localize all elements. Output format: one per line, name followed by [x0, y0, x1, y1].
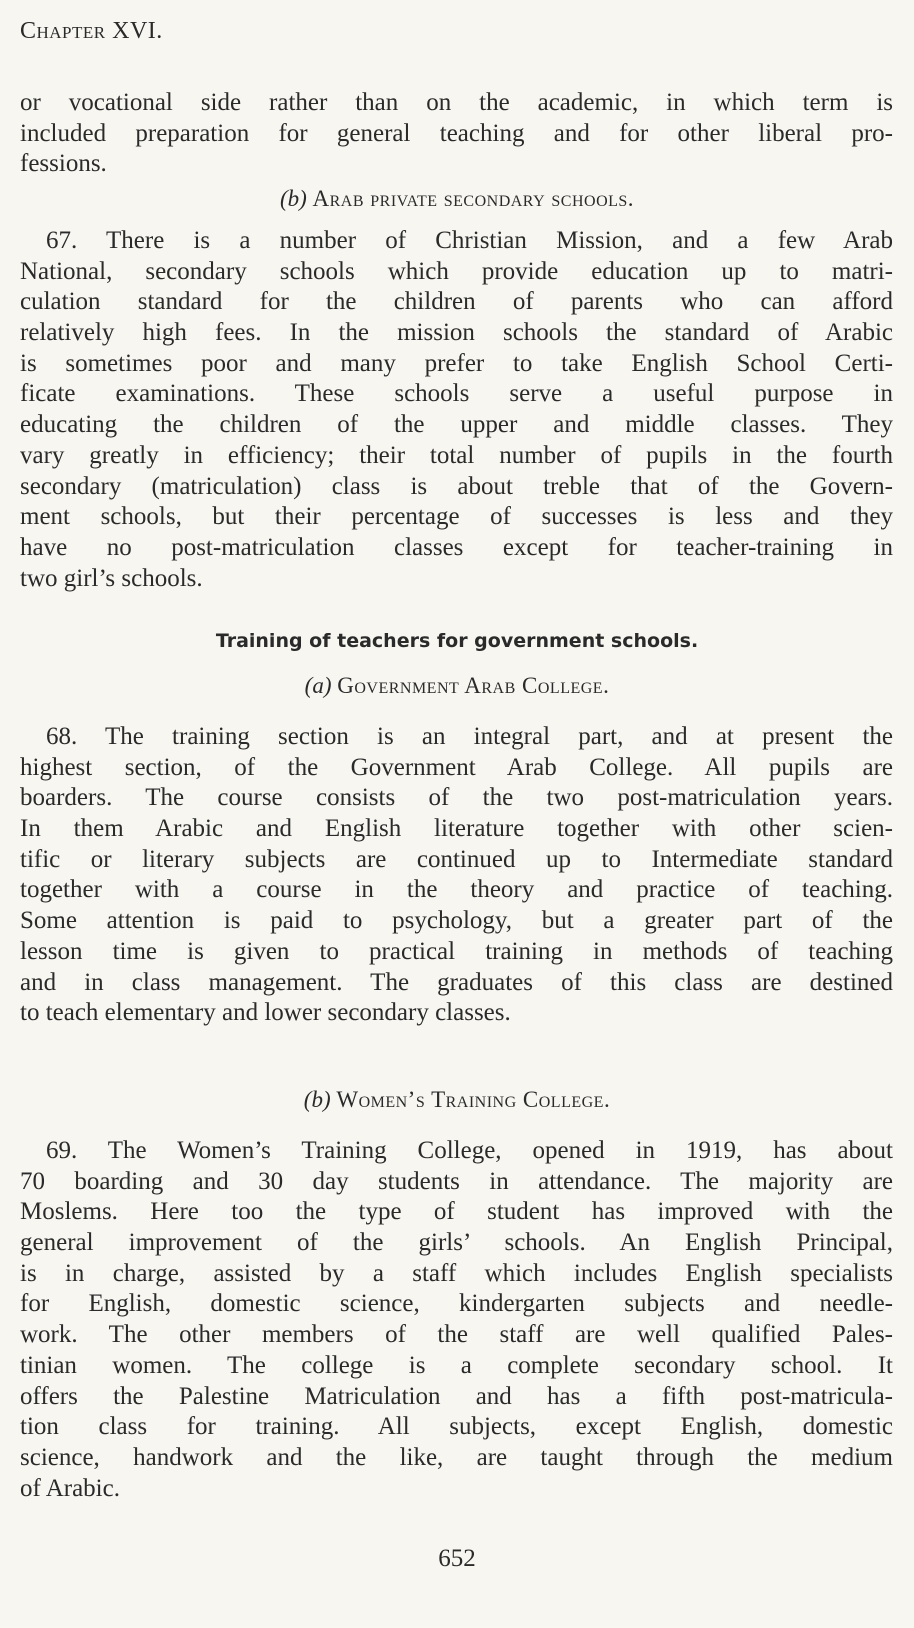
text-line: highest section, of the Government Arab College. All pupils are	[20, 753, 893, 781]
text-line: to teach elementary and lower secondary classes.	[20, 999, 511, 1027]
heading-title: Women’s Training College.	[336, 1087, 611, 1112]
text-line: Some attention is paid to psychology, but a greater part of the	[20, 907, 893, 935]
heading-womens-training-college	[0, 1087, 914, 1113]
text-line: boarders. The course consists of the two post-matriculation years.	[20, 784, 893, 812]
text-line: culation standard for the children of parents who can afford	[20, 288, 893, 316]
heading-title: Government Arab College.	[337, 673, 610, 698]
text-line: included preparation for general teaching and for other liberal pro-	[20, 119, 893, 147]
heading-arab-private-secondary	[0, 186, 914, 212]
heading-label: (a)	[304, 673, 332, 698]
text-line: In them Arabic and English literature together with other scien-	[20, 815, 893, 843]
heading-label: (b)	[279, 186, 307, 211]
paragraph-69	[20, 1136, 893, 1504]
text-line: Moslems. Here too the type of student has improved with the	[20, 1198, 893, 1226]
text-line: secondary (matriculation) class is about treble that of the Govern-	[20, 472, 893, 500]
text-line: ment schools, but their percentage of successes is less and they	[20, 503, 893, 531]
text-line: vary greatly in efficiency; their total number of pupils in the fourth	[20, 441, 893, 469]
text-line: fessions.	[20, 150, 107, 178]
text-line: two girl’s schools.	[20, 564, 203, 592]
running-head: Chapter XVI.	[20, 18, 163, 44]
text-line: and in class management. The graduates of this class are destined	[20, 968, 893, 996]
text-line: 69. The Women’s Training College, opened in 1919, has about	[46, 1137, 893, 1164]
text-line: National, secondary schools which provide education up to matri-	[20, 257, 893, 285]
text-line: is in charge, assisted by a staff which includes English specialists	[20, 1259, 893, 1287]
text-line: offers the Palestine Matriculation and has a fifth post-matricula-	[20, 1382, 893, 1410]
text-line: 67. There is a number of Christian Mission, and a few Arab	[46, 227, 893, 254]
text-line: general improvement of the girls’ schools. An English Principal,	[20, 1229, 893, 1257]
text-line: of Arabic.	[20, 1474, 120, 1502]
text-line: tion class for training. All subjects, except English, domestic	[20, 1413, 893, 1441]
text-line: or vocational side rather than on the academic, in which term is	[20, 89, 893, 116]
text-line: for English, domestic science, kindergarten subjects and needle-	[20, 1290, 893, 1318]
page-number: 652	[438, 1545, 476, 1572]
text-line: science, handwork and the like, are taught through the medium	[20, 1443, 893, 1471]
heading-title: Arab private secondary schools.	[312, 186, 635, 211]
text-line: 68. The training section is an integral part, and at present the	[46, 723, 893, 750]
text-line: work. The other members of the staff are well qualified Pales-	[20, 1321, 893, 1349]
heading-government-arab-college	[0, 673, 914, 699]
text-line: together with a course in the theory and practice of teaching.	[20, 876, 893, 904]
text-line: tific or literary subjects are continued up to Intermediate standard	[20, 845, 893, 873]
text-line: relatively high fees. In the mission schools the standard of Arabic	[20, 319, 893, 347]
text-line: 70 boarding and 30 day students in attendance. The majority are	[20, 1167, 893, 1195]
paragraph-intro	[20, 88, 893, 180]
paragraph-67	[20, 226, 893, 594]
text-line: educating the children of the upper and middle classes. They	[20, 411, 893, 439]
text-line: have no post-matriculation classes except for teacher-training in	[20, 533, 893, 561]
text-line: is sometimes poor and many prefer to take English School Certi-	[20, 349, 893, 377]
section-heading: Training of teachers for government schools.	[215, 630, 699, 652]
text-line: ficate examinations. These schools serve a useful purpose in	[20, 380, 893, 408]
text-line: tinian women. The college is a complete secondary school. It	[20, 1351, 893, 1379]
heading-label: (b)	[303, 1087, 331, 1112]
text-line: lesson time is given to practical training in methods of teaching	[20, 937, 893, 965]
paragraph-68	[20, 722, 893, 1029]
